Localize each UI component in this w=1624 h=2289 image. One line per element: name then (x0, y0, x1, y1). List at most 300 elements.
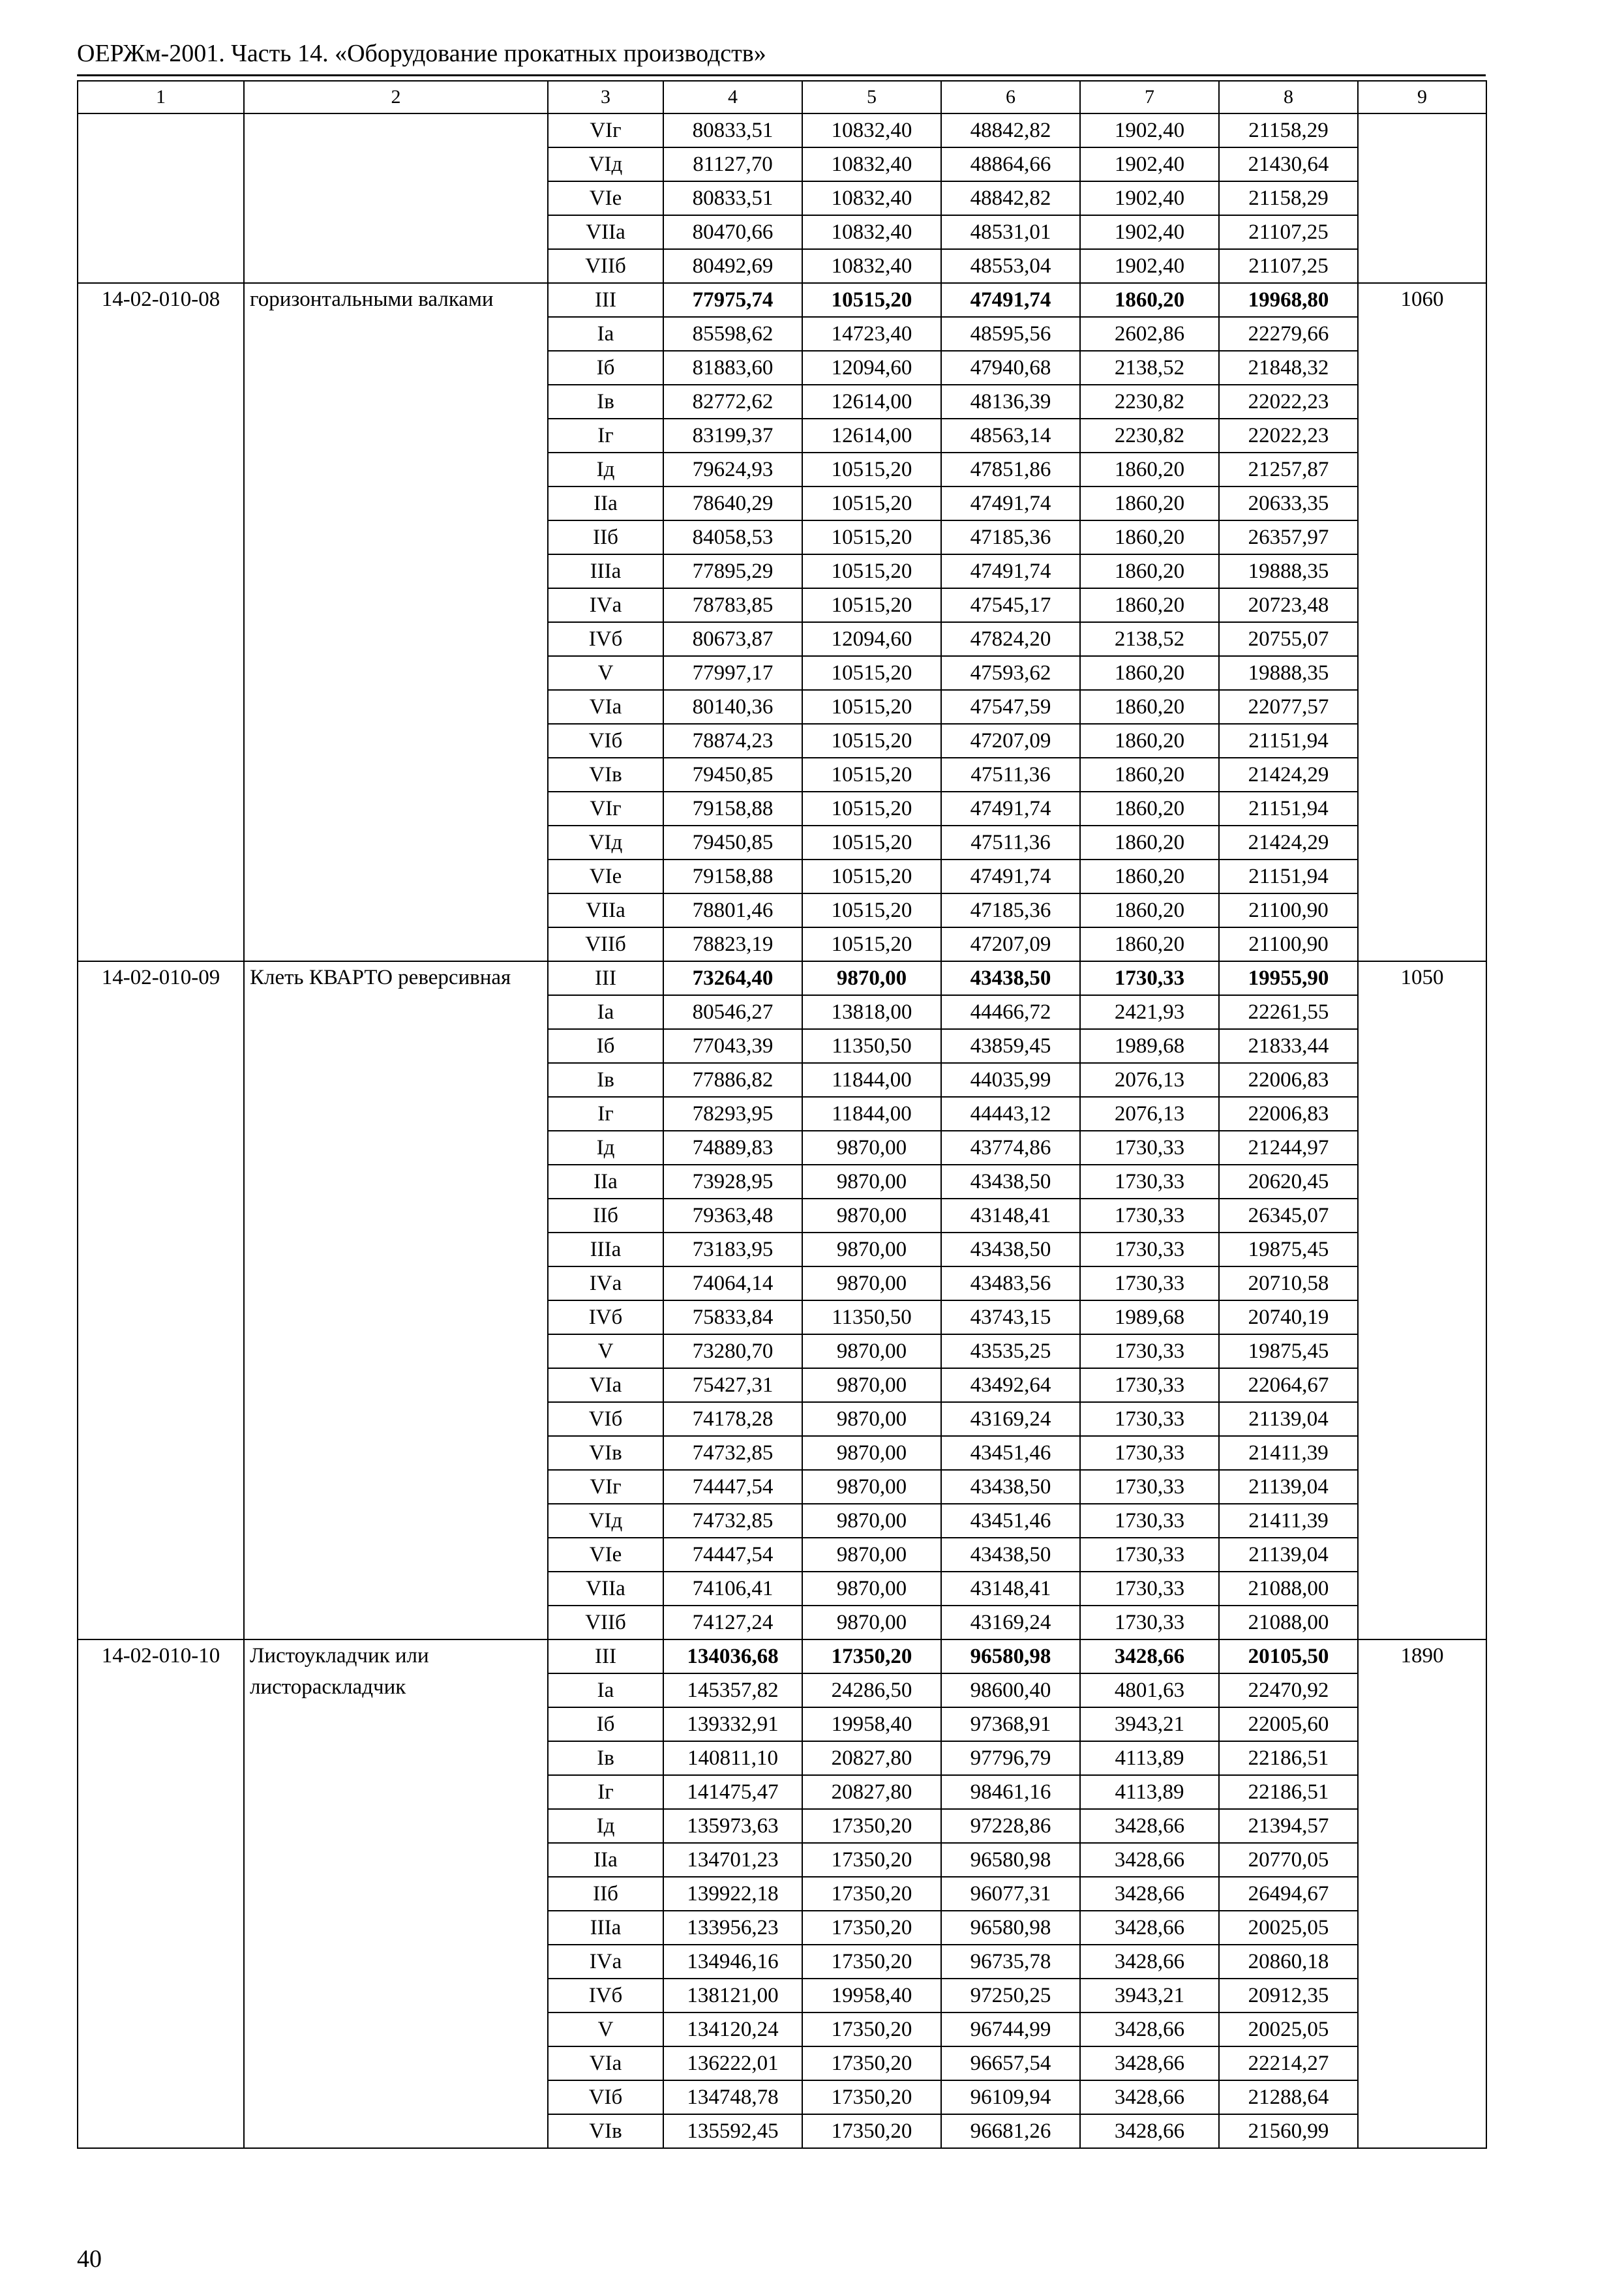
operator-wage: 1730,33 (1080, 1606, 1219, 1639)
operator-wage: 1730,33 (1080, 1368, 1219, 1402)
zone-code: IVа (548, 588, 663, 622)
operator-wage: 1860,20 (1080, 724, 1219, 758)
labor-cost: 11844,00 (802, 1097, 941, 1131)
labor-cost: 9870,00 (802, 1606, 941, 1639)
operator-wage: 2230,82 (1080, 385, 1219, 419)
total-cost: 80833,51 (663, 181, 802, 215)
machine-cost: 47940,68 (941, 351, 1080, 385)
machine-cost: 96744,99 (941, 2012, 1080, 2046)
operator-wage: 1860,20 (1080, 656, 1219, 690)
machine-cost: 43169,24 (941, 1402, 1080, 1436)
labor-cost: 20827,80 (802, 1775, 941, 1809)
zone-code: IIа (548, 1843, 663, 1877)
zone-code: VIIа (548, 1572, 663, 1606)
machine-cost: 47491,74 (941, 792, 1080, 826)
operator-wage: 3428,66 (1080, 1911, 1219, 1945)
labor-cost: 14723,40 (802, 317, 941, 351)
operator-wage: 2421,93 (1080, 995, 1219, 1029)
operator-wage: 1860,20 (1080, 826, 1219, 860)
material-cost: 21424,29 (1219, 826, 1358, 860)
total-cost: 80673,87 (663, 622, 802, 656)
total-cost: 80140,36 (663, 690, 802, 724)
machine-cost: 43438,50 (941, 1538, 1080, 1572)
equipment-name: Листоукладчик или листораскладчик (244, 1639, 548, 2148)
labor-cost: 9870,00 (802, 1538, 941, 1572)
operator-wage: 2076,13 (1080, 1063, 1219, 1097)
operator-wage: 1902,40 (1080, 181, 1219, 215)
total-cost: 74447,54 (663, 1470, 802, 1504)
labor-cost: 10832,40 (802, 147, 941, 181)
labor-hours: 1050 (1358, 961, 1486, 1639)
total-cost: 135973,63 (663, 1809, 802, 1843)
machine-cost: 43483,56 (941, 1266, 1080, 1300)
machine-cost: 43774,86 (941, 1131, 1080, 1165)
material-cost: 20025,05 (1219, 2012, 1358, 2046)
machine-cost: 96580,98 (941, 1843, 1080, 1877)
operator-wage: 1989,68 (1080, 1300, 1219, 1334)
total-cost: 77997,17 (663, 656, 802, 690)
zone-code: V (548, 656, 663, 690)
operator-wage: 3428,66 (1080, 2012, 1219, 2046)
material-cost: 21394,57 (1219, 1809, 1358, 1843)
material-cost: 21139,04 (1219, 1538, 1358, 1572)
total-cost: 79363,48 (663, 1199, 802, 1233)
equipment-name (244, 113, 548, 283)
total-cost: 73264,40 (663, 961, 802, 995)
material-cost: 22279,66 (1219, 317, 1358, 351)
labor-cost: 17350,20 (802, 2046, 941, 2080)
zone-code: Iа (548, 1673, 663, 1707)
zone-code: VIе (548, 1538, 663, 1572)
material-cost: 20025,05 (1219, 1911, 1358, 1945)
total-cost: 77043,39 (663, 1029, 802, 1063)
material-cost: 21088,00 (1219, 1572, 1358, 1606)
material-cost: 20620,45 (1219, 1165, 1358, 1199)
material-cost: 20633,35 (1219, 486, 1358, 520)
material-cost: 19888,35 (1219, 554, 1358, 588)
table-row (78, 283, 1486, 317)
total-cost: 74732,85 (663, 1504, 802, 1538)
labor-cost: 12614,00 (802, 385, 941, 419)
material-cost: 22214,27 (1219, 2046, 1358, 2080)
labor-cost: 10515,20 (802, 588, 941, 622)
machine-cost: 43743,15 (941, 1300, 1080, 1334)
material-cost: 21107,25 (1219, 249, 1358, 283)
operator-wage: 2602,86 (1080, 317, 1219, 351)
zone-code: VIа (548, 690, 663, 724)
labor-cost: 9870,00 (802, 1266, 941, 1300)
table-body (78, 81, 1486, 2148)
operator-wage: 1902,40 (1080, 215, 1219, 249)
operator-wage: 3428,66 (1080, 1843, 1219, 1877)
equipment-code: 14-02-010-10 (78, 1639, 244, 2148)
labor-cost: 17350,20 (802, 1639, 941, 1673)
material-cost: 20770,05 (1219, 1843, 1358, 1877)
labor-cost: 9870,00 (802, 1165, 941, 1199)
labor-hours: 1890 (1358, 1639, 1486, 2148)
labor-cost: 9870,00 (802, 961, 941, 995)
total-cost: 74447,54 (663, 1538, 802, 1572)
machine-cost: 48531,01 (941, 215, 1080, 249)
zone-code: Iг (548, 1097, 663, 1131)
material-cost: 22186,51 (1219, 1775, 1358, 1809)
total-cost: 78874,23 (663, 724, 802, 758)
total-cost: 78823,19 (663, 927, 802, 961)
zone-code: IVб (548, 1300, 663, 1334)
machine-cost: 96109,94 (941, 2080, 1080, 2114)
zone-code: III (548, 283, 663, 317)
machine-cost: 97368,91 (941, 1707, 1080, 1741)
total-cost: 79158,88 (663, 792, 802, 826)
material-cost: 20710,58 (1219, 1266, 1358, 1300)
labor-cost: 10515,20 (802, 826, 941, 860)
total-cost: 141475,47 (663, 1775, 802, 1809)
labor-cost: 10515,20 (802, 283, 941, 317)
zone-code: Iб (548, 1029, 663, 1063)
zone-code: IIа (548, 1165, 663, 1199)
material-cost: 21088,00 (1219, 1606, 1358, 1639)
labor-cost: 11350,50 (802, 1300, 941, 1334)
machine-cost: 96580,98 (941, 1639, 1080, 1673)
price-table (77, 80, 1487, 2149)
machine-cost: 47491,74 (941, 486, 1080, 520)
total-cost: 82772,62 (663, 385, 802, 419)
total-cost: 74064,14 (663, 1266, 802, 1300)
material-cost: 21100,90 (1219, 893, 1358, 927)
material-cost: 21833,44 (1219, 1029, 1358, 1063)
labor-cost: 10515,20 (802, 554, 941, 588)
total-cost: 74178,28 (663, 1402, 802, 1436)
total-cost: 134036,68 (663, 1639, 802, 1673)
labor-cost: 9870,00 (802, 1402, 941, 1436)
page-number: 40 (77, 2245, 102, 2273)
zone-code: VIг (548, 792, 663, 826)
machine-cost: 43148,41 (941, 1199, 1080, 1233)
total-cost: 81127,70 (663, 147, 802, 181)
material-cost: 21257,87 (1219, 453, 1358, 486)
total-cost: 73280,70 (663, 1334, 802, 1368)
operator-wage: 3428,66 (1080, 2046, 1219, 2080)
zone-code: IIа (548, 486, 663, 520)
labor-cost: 10832,40 (802, 249, 941, 283)
total-cost: 78783,85 (663, 588, 802, 622)
labor-cost: 11350,50 (802, 1029, 941, 1063)
column-number: 3 (548, 81, 663, 113)
operator-wage: 1860,20 (1080, 893, 1219, 927)
operator-wage: 3428,66 (1080, 2114, 1219, 2148)
total-cost: 78293,95 (663, 1097, 802, 1131)
operator-wage: 3428,66 (1080, 1639, 1219, 1673)
zone-code: VIд (548, 147, 663, 181)
material-cost: 22005,60 (1219, 1707, 1358, 1741)
total-cost: 77886,82 (663, 1063, 802, 1097)
machine-cost: 43451,46 (941, 1436, 1080, 1470)
material-cost: 20723,48 (1219, 588, 1358, 622)
total-cost: 74127,24 (663, 1606, 802, 1639)
zone-code: Iа (548, 995, 663, 1029)
total-cost: 136222,01 (663, 2046, 802, 2080)
machine-cost: 47851,86 (941, 453, 1080, 486)
machine-cost: 47511,36 (941, 758, 1080, 792)
operator-wage: 1902,40 (1080, 147, 1219, 181)
operator-wage: 3428,66 (1080, 2080, 1219, 2114)
total-cost: 139332,91 (663, 1707, 802, 1741)
zone-code: Iб (548, 351, 663, 385)
labor-cost: 10832,40 (802, 113, 941, 147)
table-row (78, 961, 1486, 995)
operator-wage: 4801,63 (1080, 1673, 1219, 1707)
material-cost: 21411,39 (1219, 1504, 1358, 1538)
machine-cost: 96735,78 (941, 1945, 1080, 1979)
labor-cost: 10515,20 (802, 656, 941, 690)
total-cost: 134946,16 (663, 1945, 802, 1979)
operator-wage: 1730,33 (1080, 1334, 1219, 1368)
zone-code: VIа (548, 1368, 663, 1402)
operator-wage: 3428,66 (1080, 1809, 1219, 1843)
material-cost: 20105,50 (1219, 1639, 1358, 1673)
machine-cost: 43169,24 (941, 1606, 1080, 1639)
labor-cost: 11844,00 (802, 1063, 941, 1097)
labor-cost: 9870,00 (802, 1233, 941, 1266)
total-cost: 139922,18 (663, 1877, 802, 1911)
material-cost: 20912,35 (1219, 1979, 1358, 2012)
total-cost: 138121,00 (663, 1979, 802, 2012)
total-cost: 79450,85 (663, 826, 802, 860)
operator-wage: 1989,68 (1080, 1029, 1219, 1063)
zone-code: Iв (548, 385, 663, 419)
zone-code: Iа (548, 317, 663, 351)
zone-code: IIIа (548, 1233, 663, 1266)
zone-code: VIв (548, 758, 663, 792)
machine-cost: 48842,82 (941, 181, 1080, 215)
zone-code: VIв (548, 1436, 663, 1470)
material-cost: 21158,29 (1219, 181, 1358, 215)
total-cost: 80492,69 (663, 249, 802, 283)
operator-wage: 1860,20 (1080, 520, 1219, 554)
material-cost: 22470,92 (1219, 1673, 1358, 1707)
labor-hours (1358, 113, 1486, 283)
operator-wage: 2138,52 (1080, 351, 1219, 385)
labor-cost: 9870,00 (802, 1436, 941, 1470)
machine-cost: 48864,66 (941, 147, 1080, 181)
column-number: 5 (802, 81, 941, 113)
labor-hours: 1060 (1358, 283, 1486, 961)
zone-code: IVб (548, 1979, 663, 2012)
zone-code: VIIб (548, 1606, 663, 1639)
zone-code: IIIа (548, 554, 663, 588)
labor-cost: 17350,20 (802, 2080, 941, 2114)
material-cost: 21151,94 (1219, 860, 1358, 893)
labor-cost: 10515,20 (802, 453, 941, 486)
machine-cost: 47491,74 (941, 283, 1080, 317)
material-cost: 21411,39 (1219, 1436, 1358, 1470)
zone-code: Iв (548, 1063, 663, 1097)
material-cost: 21100,90 (1219, 927, 1358, 961)
zone-code: VIг (548, 1470, 663, 1504)
operator-wage: 4113,89 (1080, 1775, 1219, 1809)
column-number: 2 (244, 81, 548, 113)
zone-code: IIб (548, 1199, 663, 1233)
total-cost: 134748,78 (663, 2080, 802, 2114)
material-cost: 21139,04 (1219, 1470, 1358, 1504)
zone-code: VIе (548, 860, 663, 893)
labor-cost: 17350,20 (802, 1809, 941, 1843)
material-cost: 22186,51 (1219, 1741, 1358, 1775)
total-cost: 83199,37 (663, 419, 802, 453)
zone-code: Iг (548, 1775, 663, 1809)
zone-code: IVа (548, 1266, 663, 1300)
total-cost: 80470,66 (663, 215, 802, 249)
machine-cost: 48553,04 (941, 249, 1080, 283)
operator-wage: 2230,82 (1080, 419, 1219, 453)
labor-cost: 10515,20 (802, 690, 941, 724)
equipment-name: горизонтальными валками (244, 283, 548, 961)
equipment-name: Клеть КВАРТО реверсивная (244, 961, 548, 1639)
machine-cost: 47824,20 (941, 622, 1080, 656)
total-cost: 74889,83 (663, 1131, 802, 1165)
labor-cost: 9870,00 (802, 1504, 941, 1538)
total-cost: 79158,88 (663, 860, 802, 893)
labor-cost: 9870,00 (802, 1368, 941, 1402)
operator-wage: 1730,33 (1080, 1436, 1219, 1470)
operator-wage: 1730,33 (1080, 961, 1219, 995)
labor-cost: 17350,20 (802, 1911, 941, 1945)
column-number: 7 (1080, 81, 1219, 113)
material-cost: 20740,19 (1219, 1300, 1358, 1334)
equipment-code (78, 113, 244, 283)
labor-cost: 10832,40 (802, 181, 941, 215)
material-cost: 26345,07 (1219, 1199, 1358, 1233)
material-cost: 21158,29 (1219, 113, 1358, 147)
machine-cost: 47207,09 (941, 927, 1080, 961)
labor-cost: 19958,40 (802, 1707, 941, 1741)
operator-wage: 1860,20 (1080, 486, 1219, 520)
material-cost: 22077,57 (1219, 690, 1358, 724)
zone-code: III (548, 961, 663, 995)
labor-cost: 12094,60 (802, 351, 941, 385)
operator-wage: 1730,33 (1080, 1504, 1219, 1538)
total-cost: 81883,60 (663, 351, 802, 385)
material-cost: 20860,18 (1219, 1945, 1358, 1979)
total-cost: 133956,23 (663, 1911, 802, 1945)
material-cost: 22064,67 (1219, 1368, 1358, 1402)
machine-cost: 97796,79 (941, 1741, 1080, 1775)
operator-wage: 3428,66 (1080, 1945, 1219, 1979)
machine-cost: 47185,36 (941, 520, 1080, 554)
machine-cost: 47545,17 (941, 588, 1080, 622)
labor-cost: 10515,20 (802, 520, 941, 554)
material-cost: 26357,97 (1219, 520, 1358, 554)
labor-cost: 10515,20 (802, 724, 941, 758)
zone-code: VIг (548, 113, 663, 147)
zone-code: Iд (548, 1131, 663, 1165)
operator-wage: 1730,33 (1080, 1470, 1219, 1504)
header-rule (77, 74, 1486, 76)
machine-cost: 96681,26 (941, 2114, 1080, 2148)
labor-cost: 20827,80 (802, 1741, 941, 1775)
zone-code: IIб (548, 520, 663, 554)
labor-cost: 17350,20 (802, 1945, 941, 1979)
total-cost: 134120,24 (663, 2012, 802, 2046)
machine-cost: 98461,16 (941, 1775, 1080, 1809)
zone-code: VIд (548, 826, 663, 860)
total-cost: 80833,51 (663, 113, 802, 147)
material-cost: 21107,25 (1219, 215, 1358, 249)
total-cost: 79624,93 (663, 453, 802, 486)
total-cost: 78801,46 (663, 893, 802, 927)
machine-cost: 43492,64 (941, 1368, 1080, 1402)
operator-wage: 1860,20 (1080, 453, 1219, 486)
labor-cost: 12094,60 (802, 622, 941, 656)
total-cost: 78640,29 (663, 486, 802, 520)
material-cost: 21244,97 (1219, 1131, 1358, 1165)
machine-cost: 43438,50 (941, 1470, 1080, 1504)
labor-cost: 17350,20 (802, 1843, 941, 1877)
material-cost: 22261,55 (1219, 995, 1358, 1029)
column-number: 4 (663, 81, 802, 113)
labor-cost: 17350,20 (802, 2012, 941, 2046)
operator-wage: 2138,52 (1080, 622, 1219, 656)
zone-code: IVа (548, 1945, 663, 1979)
zone-code: Iд (548, 453, 663, 486)
machine-cost: 44466,72 (941, 995, 1080, 1029)
machine-cost: 47185,36 (941, 893, 1080, 927)
total-cost: 73928,95 (663, 1165, 802, 1199)
machine-cost: 43438,50 (941, 1233, 1080, 1266)
total-cost: 80546,27 (663, 995, 802, 1029)
labor-cost: 19958,40 (802, 1979, 941, 2012)
labor-cost: 10515,20 (802, 893, 941, 927)
machine-cost: 43438,50 (941, 1165, 1080, 1199)
operator-wage: 3943,21 (1080, 1979, 1219, 2012)
total-cost: 79450,85 (663, 758, 802, 792)
zone-code: IIб (548, 1877, 663, 1911)
machine-cost: 47511,36 (941, 826, 1080, 860)
machine-cost: 48136,39 (941, 385, 1080, 419)
machine-cost: 47547,59 (941, 690, 1080, 724)
equipment-code: 14-02-010-08 (78, 283, 244, 961)
labor-cost: 10515,20 (802, 486, 941, 520)
operator-wage: 1730,33 (1080, 1266, 1219, 1300)
material-cost: 21424,29 (1219, 758, 1358, 792)
equipment-code: 14-02-010-09 (78, 961, 244, 1639)
total-cost: 77975,74 (663, 283, 802, 317)
column-number: 6 (941, 81, 1080, 113)
total-cost: 134701,23 (663, 1843, 802, 1877)
document-header: ОЕРЖм-2001. Часть 14. «Оборудование прокатных производств» (77, 40, 766, 67)
labor-cost: 10515,20 (802, 927, 941, 961)
machine-cost: 96077,31 (941, 1877, 1080, 1911)
column-number: 8 (1219, 81, 1358, 113)
operator-wage: 1730,33 (1080, 1199, 1219, 1233)
material-cost: 19875,45 (1219, 1334, 1358, 1368)
total-cost: 85598,62 (663, 317, 802, 351)
operator-wage: 3943,21 (1080, 1707, 1219, 1741)
total-cost: 74732,85 (663, 1436, 802, 1470)
material-cost: 22022,23 (1219, 419, 1358, 453)
zone-code: V (548, 1334, 663, 1368)
machine-cost: 47207,09 (941, 724, 1080, 758)
material-cost: 19955,90 (1219, 961, 1358, 995)
labor-cost: 10515,20 (802, 792, 941, 826)
machine-cost: 97250,25 (941, 1979, 1080, 2012)
machine-cost: 43859,45 (941, 1029, 1080, 1063)
operator-wage: 1860,20 (1080, 690, 1219, 724)
labor-cost: 13818,00 (802, 995, 941, 1029)
machine-cost: 43148,41 (941, 1572, 1080, 1606)
labor-cost: 9870,00 (802, 1199, 941, 1233)
operator-wage: 1730,33 (1080, 1131, 1219, 1165)
